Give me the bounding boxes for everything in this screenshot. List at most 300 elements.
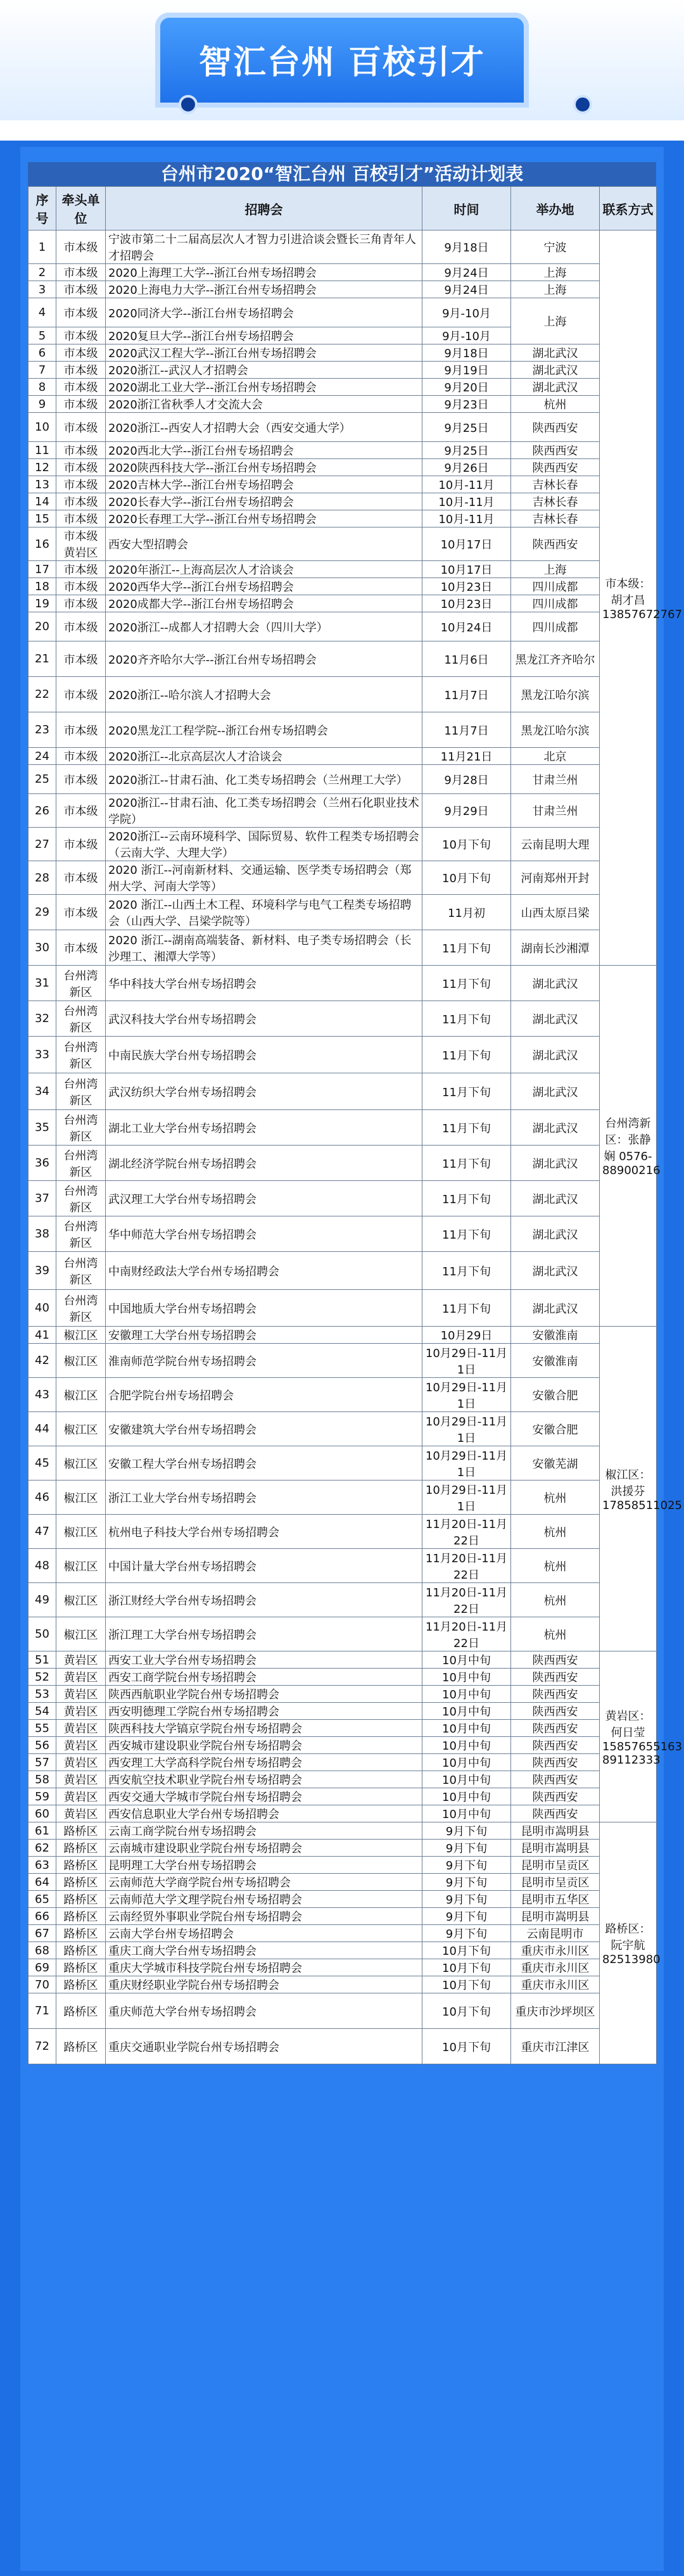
row-unit: 黄岩区 xyxy=(56,1651,106,1669)
row-number: 57 xyxy=(28,1754,56,1771)
table-row xyxy=(28,765,657,794)
row-unit: 台州湾新区 xyxy=(56,1037,106,1073)
row-fair: 武汉理工大学台州专场招聘会 xyxy=(106,1181,422,1216)
row-place: 黑龙江哈尔滨 xyxy=(511,677,600,712)
row-number: 51 xyxy=(28,1651,56,1669)
row-number: 6 xyxy=(28,344,56,362)
row-place: 湖北武汉 xyxy=(511,379,600,396)
row-unit: 台州湾新区 xyxy=(56,966,106,1001)
row-number: 26 xyxy=(28,794,56,828)
row-number: 30 xyxy=(28,930,56,966)
row-time: 9月24日 xyxy=(422,281,511,298)
row-time: 11月下旬 xyxy=(422,1037,511,1073)
row-time: 10月中旬 xyxy=(422,1737,511,1754)
row-number: 2 xyxy=(28,264,56,281)
row-fair: 安徽建筑大学台州专场招聘会 xyxy=(106,1412,422,1446)
row-place: 湖北武汉 xyxy=(511,362,600,379)
row-unit: 市本级 xyxy=(56,442,106,459)
row-unit: 路桥区 xyxy=(56,1822,106,1840)
row-unit: 市本级 xyxy=(56,476,106,493)
row-fair: 2020齐齐哈尔大学--浙江台州专场招聘会 xyxy=(106,641,422,677)
row-unit: 路桥区 xyxy=(56,1840,106,1857)
row-fair: 安徽工程大学台州专场招聘会 xyxy=(106,1446,422,1481)
row-time: 10月29日-11月1日 xyxy=(422,1481,511,1515)
row-number: 53 xyxy=(28,1686,56,1703)
col-header-contact: 联系方式 xyxy=(600,187,657,230)
row-number: 28 xyxy=(28,861,56,895)
row-unit: 路桥区 xyxy=(56,1908,106,1925)
table-row xyxy=(28,2029,657,2064)
row-number: 34 xyxy=(28,1073,56,1110)
row-unit: 路桥区 xyxy=(56,1993,106,2029)
row-time: 11月20日-11月22日 xyxy=(422,1549,511,1583)
row-fair: 陕西科技大学镐京学院台州专场招聘会 xyxy=(106,1720,422,1737)
row-number: 61 xyxy=(28,1822,56,1840)
row-fair: 2020武汉工程大学--浙江台州专场招聘会 xyxy=(106,344,422,362)
row-time: 10月下旬 xyxy=(422,1959,511,1976)
row-fair: 中国地质大学台州专场招聘会 xyxy=(106,1290,422,1327)
row-time: 9月23日 xyxy=(422,396,511,413)
row-fair: 2020长春大学--浙江台州专场招聘会 xyxy=(106,493,422,510)
row-fair: 2020陕西科技大学--浙江台州专场招聘会 xyxy=(106,459,422,476)
row-number: 40 xyxy=(28,1290,56,1327)
row-fair: 武汉纺织大学台州专场招聘会 xyxy=(106,1073,422,1110)
row-place: 湖北武汉 xyxy=(511,1110,600,1146)
row-fair: 重庆财经职业学院台州专场招聘会 xyxy=(106,1976,422,1993)
table-row xyxy=(28,379,657,396)
table-row xyxy=(28,362,657,379)
row-place: 昆明市呈贡区 xyxy=(511,1857,600,1874)
row-unit: 市本级 xyxy=(56,595,106,612)
row-time: 11月下旬 xyxy=(422,1252,511,1290)
table-row xyxy=(28,1110,657,1146)
row-time: 11月下旬 xyxy=(422,930,511,966)
row-place: 湖北武汉 xyxy=(511,1037,600,1073)
row-number: 72 xyxy=(28,2029,56,2064)
row-time: 10月29日-11月1日 xyxy=(422,1412,511,1446)
row-number: 63 xyxy=(28,1857,56,1874)
row-fair: 西安城市建设职业学院台州专场招聘会 xyxy=(106,1737,422,1754)
table-row xyxy=(28,1181,657,1216)
row-fair: 2020浙江--哈尔滨人才招聘大会 xyxy=(106,677,422,712)
row-number: 65 xyxy=(28,1891,56,1908)
board-bottom xyxy=(0,2571,684,2576)
row-number: 42 xyxy=(28,1344,56,1378)
row-place: 陕西西安 xyxy=(511,413,600,442)
row-time: 9月20日 xyxy=(422,379,511,396)
row-unit: 市本级 xyxy=(56,895,106,930)
row-time: 10月23日 xyxy=(422,578,511,595)
row-unit: 市本级 xyxy=(56,561,106,578)
table-row xyxy=(28,1840,657,1857)
row-unit: 市本级 xyxy=(56,344,106,362)
row-unit: 黄岩区 xyxy=(56,1686,106,1703)
row-fair: 西安理工大学高科学院台州专场招聘会 xyxy=(106,1754,422,1771)
row-fair: 2020年浙江--上海高层次人才洽谈会 xyxy=(106,561,422,578)
row-number: 18 xyxy=(28,578,56,595)
row-time: 10月24日 xyxy=(422,612,511,641)
row-unit: 黄岩区 xyxy=(56,1788,106,1805)
row-fair: 湖北工业大学台州专场招聘会 xyxy=(106,1110,422,1146)
row-place: 重庆市沙坪坝区 xyxy=(511,1993,600,2029)
row-fair: 重庆大学城市科技学院台州专场招聘会 xyxy=(106,1959,422,1976)
row-number: 43 xyxy=(28,1378,56,1412)
row-time: 11月初 xyxy=(422,895,511,930)
table-row xyxy=(28,493,657,510)
row-place: 山西太原吕梁 xyxy=(511,895,600,930)
row-fair: 中南财经政法大学台州专场招聘会 xyxy=(106,1252,422,1290)
row-place: 河南郑州开封 xyxy=(511,861,600,895)
row-time: 11月下旬 xyxy=(422,1216,511,1252)
table-row xyxy=(28,828,657,861)
row-number: 7 xyxy=(28,362,56,379)
col-header-time: 时间 xyxy=(422,187,511,230)
row-unit: 台州湾新区 xyxy=(56,1001,106,1037)
row-fair: 西安交通大学城市学院台州专场招聘会 xyxy=(106,1788,422,1805)
row-place: 陕西西安 xyxy=(511,1669,600,1686)
row-unit: 市本级 xyxy=(56,930,106,966)
row-unit: 黄岩区 xyxy=(56,1720,106,1737)
row-fair: 2020 浙江--湖南高端装备、新材料、电子类专场招聘会（长沙理工、湘潭大学等） xyxy=(106,930,422,966)
col-header-no: 序号 xyxy=(28,187,56,230)
row-number: 8 xyxy=(28,379,56,396)
row-fair: 2020上海理工大学--浙江台州专场招聘会 xyxy=(106,264,422,281)
row-number: 39 xyxy=(28,1252,56,1290)
row-unit: 台州湾新区 xyxy=(56,1146,106,1181)
row-fair: 淮南师范学院台州专场招聘会 xyxy=(106,1344,422,1378)
table-row xyxy=(28,1146,657,1181)
row-place: 湖北武汉 xyxy=(511,1252,600,1290)
row-fair: 西安信息职业大学台州专场招聘会 xyxy=(106,1805,422,1822)
row-place: 湖北武汉 xyxy=(511,1216,600,1252)
row-place: 四川成都 xyxy=(511,578,600,595)
row-fair: 云南师范大学文理学院台州专场招聘会 xyxy=(106,1891,422,1908)
row-time: 11月下旬 xyxy=(422,1110,511,1146)
row-time: 9月26日 xyxy=(422,459,511,476)
row-fair: 2020 浙江--山西土木工程、环境科学与电气工程类专场招聘会（山西大学、吕梁学院等） xyxy=(106,895,422,930)
row-place: 杭州 xyxy=(511,1515,600,1549)
table-row xyxy=(28,1549,657,1583)
row-place: 陕西西安 xyxy=(511,1754,600,1771)
row-number: 14 xyxy=(28,493,56,510)
row-place: 黑龙江哈尔滨 xyxy=(511,712,600,748)
row-fair: 2020西华大学--浙江台州专场招聘会 xyxy=(106,578,422,595)
row-number: 10 xyxy=(28,413,56,442)
row-place: 陕西西安 xyxy=(511,527,600,561)
row-fair: 云南师范大学商学院台州专场招聘会 xyxy=(106,1874,422,1891)
row-unit: 市本级 xyxy=(56,612,106,641)
row-unit: 市本级 xyxy=(56,413,106,442)
row-fair: 合肥学院台州专场招聘会 xyxy=(106,1378,422,1412)
row-place: 重庆市永川区 xyxy=(511,1942,600,1959)
row-number: 3 xyxy=(28,281,56,298)
row-number: 55 xyxy=(28,1720,56,1737)
row-time: 10月下旬 xyxy=(422,1976,511,1993)
row-unit: 路桥区 xyxy=(56,1874,106,1891)
row-contact: 椒江区：洪援芬 17858511025 xyxy=(600,1327,657,1651)
row-fair: 2020 浙江--河南新材料、交通运输、医学类专场招聘会（郑州大学、河南大学等） xyxy=(106,861,422,895)
row-place: 陕西西安 xyxy=(511,1686,600,1703)
row-place: 上海 xyxy=(511,298,600,344)
row-time: 9月下旬 xyxy=(422,1874,511,1891)
row-fair: 2020长春理工大学--浙江台州专场招聘会 xyxy=(106,510,422,527)
row-time: 9月下旬 xyxy=(422,1891,511,1908)
row-fair: 浙江财经大学台州专场招聘会 xyxy=(106,1583,422,1617)
row-time: 11月下旬 xyxy=(422,1073,511,1110)
table-row xyxy=(28,1874,657,1891)
row-unit: 市本级 xyxy=(56,712,106,748)
row-fair: 云南大学台州专场招聘会 xyxy=(106,1925,422,1942)
row-time: 9月下旬 xyxy=(422,1857,511,1874)
row-number: 50 xyxy=(28,1617,56,1651)
row-unit: 黄岩区 xyxy=(56,1805,106,1822)
row-unit: 市本级 xyxy=(56,493,106,510)
row-number: 38 xyxy=(28,1216,56,1252)
table-row xyxy=(28,1515,657,1549)
row-time: 10月29日 xyxy=(422,1327,511,1344)
header-title: 智汇台州 百校引才 xyxy=(198,44,486,82)
row-place: 陕西西安 xyxy=(511,1771,600,1788)
row-place: 杭州 xyxy=(511,1481,600,1515)
row-place: 重庆市永川区 xyxy=(511,1959,600,1976)
table-row xyxy=(28,442,657,459)
row-unit: 市本级 xyxy=(56,765,106,794)
table-row xyxy=(28,1290,657,1327)
row-place: 陕西西安 xyxy=(511,442,600,459)
table-row xyxy=(28,476,657,493)
row-number: 41 xyxy=(28,1327,56,1344)
row-unit: 椒江区 xyxy=(56,1583,106,1617)
table-row xyxy=(28,1925,657,1942)
plan-table xyxy=(28,186,682,2064)
row-place: 吉林长春 xyxy=(511,493,600,510)
row-number: 49 xyxy=(28,1583,56,1617)
table-row xyxy=(28,459,657,476)
row-place: 湖北武汉 xyxy=(511,1146,600,1181)
row-unit: 市本级 xyxy=(56,298,106,327)
row-number: 60 xyxy=(28,1805,56,1822)
table-row xyxy=(28,1446,657,1481)
title-tab xyxy=(155,13,529,108)
row-unit: 市本级 xyxy=(56,362,106,379)
row-unit: 台州湾新区 xyxy=(56,1110,106,1146)
table-row xyxy=(28,1959,657,1976)
table-row xyxy=(28,895,657,930)
row-fair: 2020浙江--北京高层次人才洽谈会 xyxy=(106,748,422,765)
row-time: 11月下旬 xyxy=(422,1001,511,1037)
row-number: 19 xyxy=(28,595,56,612)
row-place: 陕西西安 xyxy=(511,1788,600,1805)
row-unit: 黄岩区 xyxy=(56,1737,106,1754)
row-place: 陕西西安 xyxy=(511,1720,600,1737)
row-place: 安徽芜湖 xyxy=(511,1446,600,1481)
row-place: 杭州 xyxy=(511,1583,600,1617)
table-row xyxy=(28,1993,657,2029)
row-fair: 2020浙江--云南环境科学、国际贸易、软件工程类专场招聘会（云南大学、大理大学） xyxy=(106,828,422,861)
table-row xyxy=(28,1481,657,1515)
row-number: 21 xyxy=(28,641,56,677)
row-time: 10月中旬 xyxy=(422,1720,511,1737)
table-row xyxy=(28,1037,657,1073)
row-number: 22 xyxy=(28,677,56,712)
row-time: 10月下旬 xyxy=(422,828,511,861)
row-number: 47 xyxy=(28,1515,56,1549)
row-time: 11月21日 xyxy=(422,748,511,765)
row-place: 安徽淮南 xyxy=(511,1327,600,1344)
row-number: 4 xyxy=(28,298,56,327)
row-time: 9月28日 xyxy=(422,765,511,794)
row-unit: 路桥区 xyxy=(56,1942,106,1959)
table-row xyxy=(28,298,657,327)
row-time: 10月17日 xyxy=(422,561,511,578)
table-row xyxy=(28,1942,657,1959)
row-time: 11月20日-11月22日 xyxy=(422,1583,511,1617)
table-row xyxy=(28,1344,657,1378)
row-place: 云南昆明大理 xyxy=(511,828,600,861)
row-place: 北京 xyxy=(511,748,600,765)
row-time: 10月23日 xyxy=(422,595,511,612)
row-number: 5 xyxy=(28,327,56,344)
row-place: 昆明市呈贡区 xyxy=(511,1874,600,1891)
row-time: 10月-11月 xyxy=(422,493,511,510)
row-unit: 市本级 xyxy=(56,459,106,476)
table-title: 台州市2020“智汇台州 百校引才”活动计划表 xyxy=(28,162,656,186)
row-place: 重庆市永川区 xyxy=(511,1976,600,1993)
row-unit: 市本级 xyxy=(56,396,106,413)
row-place: 昆明市嵩明县 xyxy=(511,1822,600,1840)
row-time: 9月18日 xyxy=(422,344,511,362)
row-number: 46 xyxy=(28,1481,56,1515)
table-row xyxy=(28,966,657,1001)
row-place: 湖北武汉 xyxy=(511,1181,600,1216)
table-row xyxy=(28,1617,657,1651)
row-fair: 西安工业大学台州专场招聘会 xyxy=(106,1651,422,1669)
row-time: 10月17日 xyxy=(422,527,511,561)
row-unit: 台州湾新区 xyxy=(56,1290,106,1327)
row-unit: 市本级 xyxy=(56,677,106,712)
row-place: 杭州 xyxy=(511,396,600,413)
row-place: 湖北武汉 xyxy=(511,344,600,362)
row-number: 70 xyxy=(28,1976,56,1993)
row-number: 32 xyxy=(28,1001,56,1037)
table-row xyxy=(28,1754,657,1771)
table-row xyxy=(28,396,657,413)
table-row xyxy=(28,1737,657,1754)
row-number: 9 xyxy=(28,396,56,413)
table-row xyxy=(28,1669,657,1686)
row-number: 29 xyxy=(28,895,56,930)
table-row xyxy=(28,1857,657,1874)
row-fair: 重庆工商大学台州专场招聘会 xyxy=(106,1942,422,1959)
table-row xyxy=(28,1252,657,1290)
row-unit: 市本级 xyxy=(56,828,106,861)
col-header-unit: 牵头单位 xyxy=(56,187,106,230)
binder-hole-icon xyxy=(179,95,198,114)
row-unit: 黄岩区 xyxy=(56,1771,106,1788)
row-fair: 2020成都大学--浙江台州专场招聘会 xyxy=(106,595,422,612)
row-time: 11月7日 xyxy=(422,712,511,748)
row-fair: 云南工商学院台州专场招聘会 xyxy=(106,1822,422,1840)
row-time: 9月24日 xyxy=(422,264,511,281)
table-row xyxy=(28,861,657,895)
row-fair: 2020复旦大学--浙江台州专场招聘会 xyxy=(106,327,422,344)
row-place: 安徽淮南 xyxy=(511,1344,600,1378)
row-unit: 台州湾新区 xyxy=(56,1073,106,1110)
row-place: 湖北武汉 xyxy=(511,1001,600,1037)
row-fair: 云南经贸外事职业学院台州专场招聘会 xyxy=(106,1908,422,1925)
row-place: 安徽合肥 xyxy=(511,1412,600,1446)
table-row xyxy=(28,1651,657,1669)
row-time: 9月-10月 xyxy=(422,298,511,327)
row-fair: 2020浙江--成都人才招聘大会（四川大学） xyxy=(106,612,422,641)
table-row xyxy=(28,1908,657,1925)
row-place: 上海 xyxy=(511,561,600,578)
row-unit: 台州湾新区 xyxy=(56,1181,106,1216)
row-number: 11 xyxy=(28,442,56,459)
row-fair: 2020同济大学--浙江台州专场招聘会 xyxy=(106,298,422,327)
row-unit: 市本级 xyxy=(56,230,106,264)
row-number: 25 xyxy=(28,765,56,794)
row-unit: 椒江区 xyxy=(56,1344,106,1378)
row-time: 11月下旬 xyxy=(422,1146,511,1181)
row-unit: 台州湾新区 xyxy=(56,1252,106,1290)
row-unit: 市本级 xyxy=(56,861,106,895)
table-row xyxy=(28,930,657,966)
table-row xyxy=(28,1805,657,1822)
row-contact: 路桥区：阮宇航 82513980 xyxy=(600,1822,657,2064)
row-fair: 浙江理工大学台州专场招聘会 xyxy=(106,1617,422,1651)
row-time: 10月中旬 xyxy=(422,1686,511,1703)
row-place: 昆明市五华区 xyxy=(511,1891,600,1908)
row-number: 33 xyxy=(28,1037,56,1073)
row-time: 10月中旬 xyxy=(422,1788,511,1805)
table-row xyxy=(28,1073,657,1110)
row-place: 陕西西安 xyxy=(511,1805,600,1822)
table-row xyxy=(28,527,657,561)
row-unit: 黄岩区 xyxy=(56,1754,106,1771)
col-header-fair: 招聘会 xyxy=(106,187,422,230)
table-row xyxy=(28,612,657,641)
row-time: 10月中旬 xyxy=(422,1771,511,1788)
table-row xyxy=(28,1686,657,1703)
row-number: 23 xyxy=(28,712,56,748)
row-number: 13 xyxy=(28,476,56,493)
row-number: 69 xyxy=(28,1959,56,1976)
table-row xyxy=(28,1891,657,1908)
row-fair: 2020湖北工业大学--浙江台州专场招聘会 xyxy=(106,379,422,396)
row-place: 昆明市嵩明县 xyxy=(511,1840,600,1857)
row-number: 16 xyxy=(28,527,56,561)
row-time: 9月-10月 xyxy=(422,327,511,344)
row-fair: 西安明德理工学院台州专场招聘会 xyxy=(106,1703,422,1720)
row-unit: 市本级 xyxy=(56,578,106,595)
row-time: 9月19日 xyxy=(422,362,511,379)
row-place: 陕西西安 xyxy=(511,1737,600,1754)
table-row xyxy=(28,1788,657,1805)
table-row xyxy=(28,344,657,362)
row-unit: 路桥区 xyxy=(56,1976,106,1993)
row-unit: 路桥区 xyxy=(56,1891,106,1908)
row-time: 11月下旬 xyxy=(422,966,511,1001)
row-place: 湖北武汉 xyxy=(511,1290,600,1327)
row-fair: 2020浙江--甘肃石油、化工类专场招聘会（兰州石化职业技术学院） xyxy=(106,794,422,828)
table-row xyxy=(28,641,657,677)
row-contact: 市本级：胡才昌 13857672767 xyxy=(600,230,657,966)
row-time: 9月29日 xyxy=(422,794,511,828)
row-time: 11月下旬 xyxy=(422,1290,511,1327)
row-unit: 黄岩区 xyxy=(56,1703,106,1720)
row-place: 四川成都 xyxy=(511,612,600,641)
